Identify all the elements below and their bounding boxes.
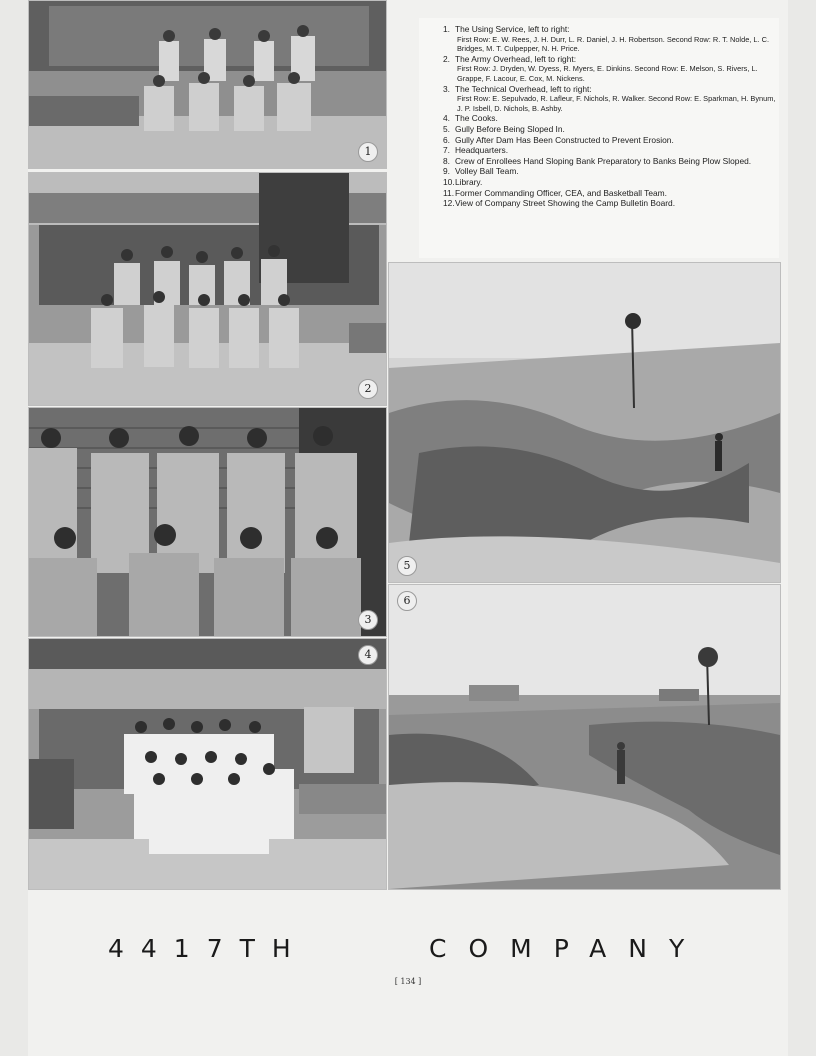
photo-number-4: 4 — [358, 645, 378, 665]
photo-6-image — [389, 585, 780, 889]
photo-4-image — [29, 639, 386, 889]
photo-technical-overhead — [28, 407, 387, 637]
photo-2-image — [29, 173, 386, 405]
caption-list — [419, 18, 779, 258]
page-number: [ 134 ] — [394, 977, 422, 986]
photo-number-1: 1 — [358, 142, 378, 162]
photo-number-2: 2 — [358, 379, 378, 399]
caption-item: 9. Volley Ball Team. — [443, 166, 519, 177]
caption-item: 7. Headquarters. — [443, 145, 509, 156]
photo-number-6: 6 — [397, 591, 417, 611]
photo-number-5: 5 — [397, 556, 417, 576]
photo-using-service — [28, 0, 387, 169]
caption-item: 5. Gully Before Being Sloped In. — [443, 123, 565, 134]
caption-item: 3. The Technical Overhead, left to right: First Row: E. Sepulvado, R. Lafleur, F. Nichols, R. Walker. Second Row: E. Sparkman, H. Bynum, J. P. Isbell, D. Nichols, B. Ashby. — [443, 83, 776, 113]
title-company-word: COMPANY — [429, 934, 707, 963]
photo-1-image — [29, 1, 386, 168]
photo-3-image — [29, 408, 386, 636]
caption-item: 4. The Cooks. — [443, 113, 498, 124]
caption-item: 12.View of Company Street Showing the Camp Bulletin Board. — [443, 198, 676, 209]
caption-item: 2. The Army Overhead, left to right: First Row: J. Dryden, W. Dyess, R. Myers, E. Dinkins. Second Row: E. Melson, S. Rivers, L. Grappe, F. Lacour, E. Cox, M. Nickens. — [443, 53, 758, 83]
photo-number-3: 3 — [358, 610, 378, 630]
photo-5-image — [389, 263, 780, 582]
photo-gully-after — [388, 584, 781, 890]
caption-item: 1. The Using Service, left to right: First Row: E. W. Rees, J. H. Durr, L. R. Daniel, J. H. Robertson. Second Row: R. T. Nolde, L. C. Bridges, M. T. Culpepper, N. H. Price. — [443, 24, 770, 54]
title-company-number: 4417TH — [108, 934, 308, 963]
caption-item: 6. Gully After Dam Has Been Constructed to Prevent Erosion. — [443, 134, 674, 145]
photo-army-overhead — [28, 172, 387, 406]
caption-item: 10.Library. — [443, 176, 483, 187]
yearbook-page — [28, 0, 788, 1056]
photo-cooks — [28, 638, 387, 890]
photo-gully-before — [388, 262, 781, 583]
caption-item: 11.Former Commanding Officer, CEA, and Basketball Team. — [443, 187, 667, 198]
caption-item: 8. Crew of Enrollees Hand Sloping Bank Preparatory to Banks Being Plow Sloped. — [443, 155, 752, 166]
